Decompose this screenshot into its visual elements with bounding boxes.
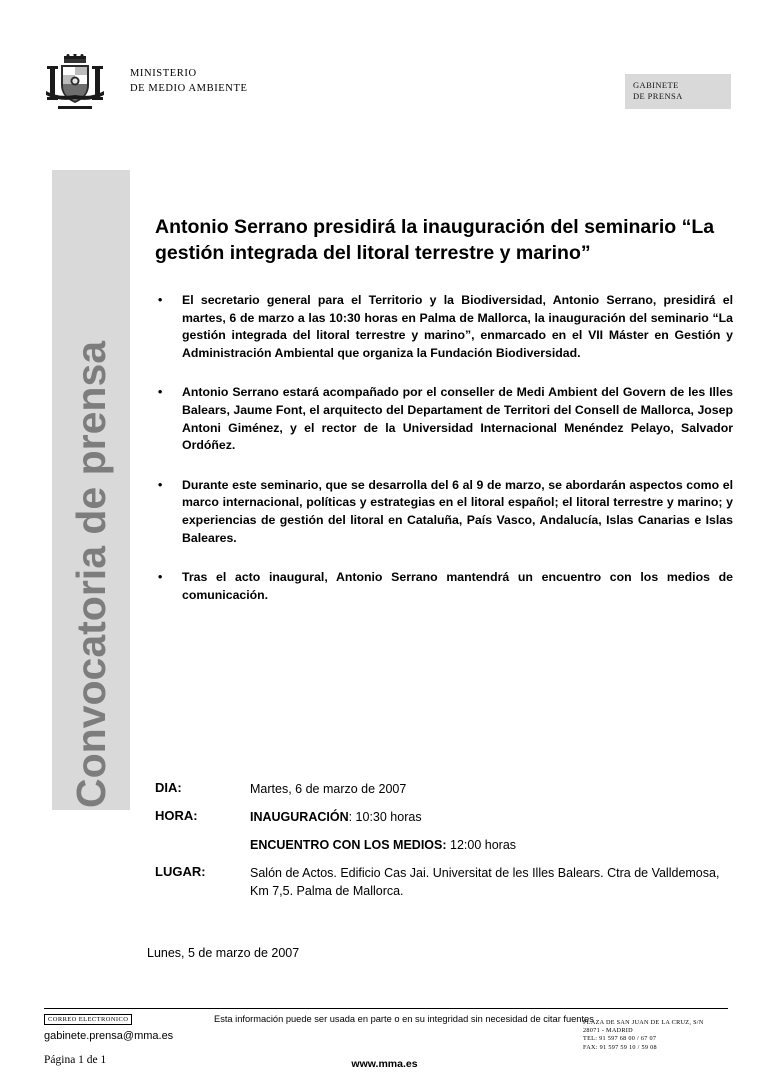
footer-divider (44, 1008, 728, 1009)
press-office-badge (625, 74, 731, 109)
ministry-name (130, 66, 248, 96)
email-address[interactable]: gabinete.prensa@mma.es (44, 1030, 174, 1042)
footer-note: Esta información puede ser usada en parte o en su integridad sin necesidad de citar fuentes (214, 1014, 594, 1024)
document-date: Lunes, 5 de marzo de 2007 (147, 946, 300, 960)
bullet-list (155, 292, 733, 604)
detail-value-dia: Martes, 6 de marzo de 2007 (250, 782, 407, 796)
document-body (155, 214, 733, 604)
page-number: Página 1 de 1 (44, 1054, 107, 1066)
email-label: CORREO ELECTRONICO (44, 1014, 132, 1025)
detail-value-hora (250, 808, 735, 826)
detail-value-hora-rest: : 10:30 horas (348, 810, 422, 824)
page-title: Antonio Serrano presidirá la inauguración del seminario “La gestión integrada del litoral terrestre y marino” (155, 216, 715, 264)
address-line-4: FAX: 91 597 59 10 / 59 08 (583, 1043, 657, 1051)
press-office-line-1: GABINETE (633, 80, 679, 90)
list-item: • El secretario general para el Territorio y la Biodiversidad, Antonio Serrano, presidirá el martes, 6 de marzo a las 10:30 horas en Palma de Mallorca, la inauguración del seminario “La gestión integrada del litoral terrestre y marino”, enmarcado en el VII Máster en Gestión y Administración Ambiental que organiza la Fundación Biodiversidad. (155, 292, 733, 362)
detail-row-lugar (155, 864, 735, 900)
address-line-1: PLAZA DE SAN JUAN DE LA CRUZ, S/N (583, 1019, 704, 1026)
ministry-line-1: MINISTERIO (130, 68, 197, 79)
document-header (0, 52, 769, 122)
detail-row-dia (155, 780, 735, 798)
detail-label-hora: HORA: (155, 808, 198, 823)
detail-value-encuentro-rest: 12:00 horas (446, 838, 517, 852)
list-item: • Tras el acto inaugural, Antonio Serrano mantendrá un encuentro con los medios de comunicación. (155, 569, 733, 604)
detail-row-hora (155, 808, 735, 826)
detail-row-encuentro (155, 836, 735, 854)
postal-address (583, 1019, 733, 1052)
spanish-coat-of-arms-icon (44, 54, 106, 112)
address-line-2: 28071 - MADRID (583, 1027, 633, 1035)
detail-label-lugar: LUGAR: (155, 864, 206, 879)
detail-value-encuentro (250, 836, 735, 854)
list-item: • Antonio Serrano estará acompañado por el conseller de Medi Ambient del Govern de les Illes Balears, Jaume Font, el arquitecto del Departament de Territori del Consell de Mallorca, Josep Antoni Giménez, y el rector de la Universidad Internacional Menéndez Pelayo, Salvador Ordóñez. (155, 384, 733, 454)
website-url[interactable]: www.mma.es (351, 1058, 418, 1070)
side-band-label: Convocatoria de prensa (67, 340, 114, 808)
list-item: • Durante este seminario, que se desarrolla del 6 al 9 de marzo, se abordarán aspectos como el marco internacional, políticas y estrategias en el litoral español; el litoral terrestre y marino; y experiencias de gestión del litoral en Cataluña, País Vasco, Andalucía, Islas Canarias e Islas Baleares. (155, 477, 733, 547)
detail-value-lugar: Salón de Actos. Edificio Cas Jai. Universitat de les Illes Balears. Ctra de Valldemosa, Km 7,5. Palma de Mallorca. (250, 866, 720, 898)
press-office-line-2: DE PRENSA (633, 91, 683, 101)
side-band (52, 170, 130, 810)
event-details (155, 780, 735, 910)
address-line-3: TEL: 91 597 68 00 / 67 07 (583, 1035, 657, 1043)
detail-label-dia: DIA: (155, 780, 182, 795)
detail-value-hora-strong: INAUGURACIÓN (250, 810, 349, 824)
detail-value-encuentro-strong: ENCUENTRO CON LOS MEDIOS: (250, 838, 447, 852)
ministry-line-2: DE MEDIO AMBIENTE (130, 83, 248, 94)
